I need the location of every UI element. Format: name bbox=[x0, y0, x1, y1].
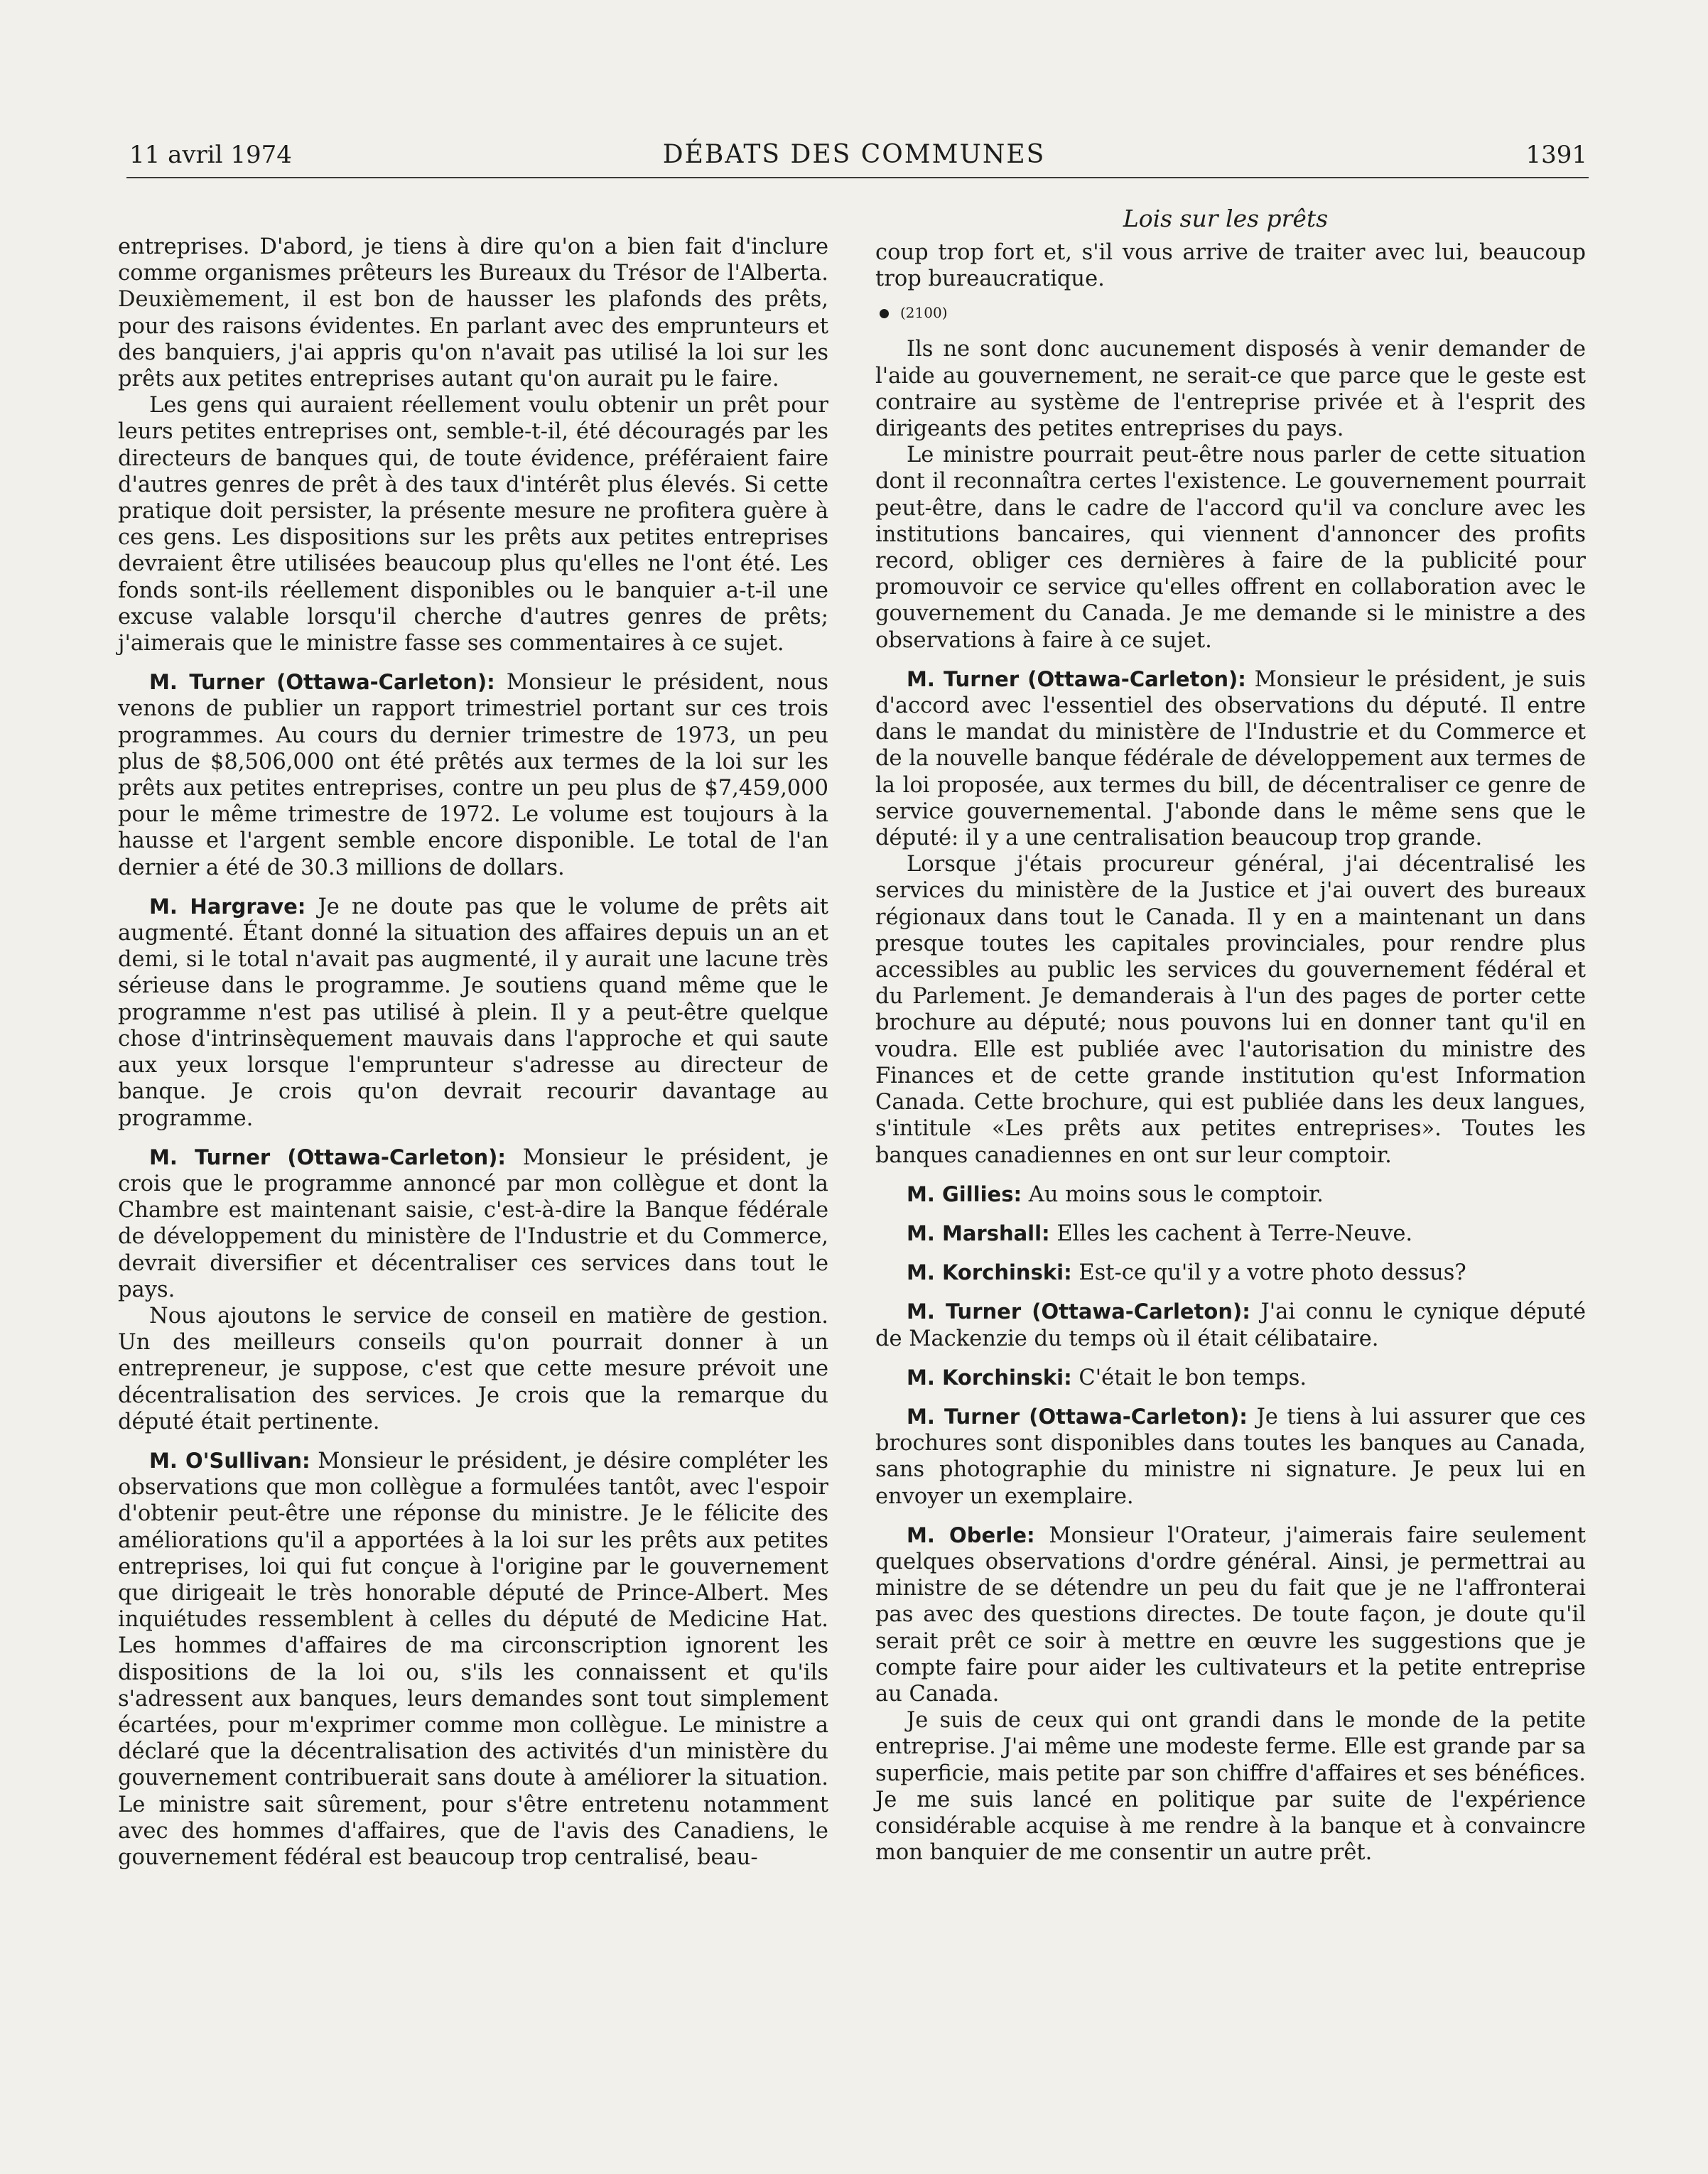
time-marker bbox=[880, 302, 1586, 323]
paragraph-text: Monsieur le président, je crois que le programme annoncé par mon collègue et dont la Chambre est maintenant saisie, c'est-à-dire la Banque fédérale de développement du ministère de l'Industrie et du Commerce, devrait diversifier et décentraliser ces services dans tout le pays. bbox=[118, 1145, 828, 1302]
paragraph bbox=[118, 392, 828, 656]
paragraph-text: entreprises. D'abord, je tiens à dire qu'on a bien fait d'inclure comme organismes prêteurs les Bureaux du Trésor de l'Alberta. Deuxièmement, il est bon de hausser les plafonds des prêts, pour des raisons évidentes. En parlant avec des emprunteurs et des banquiers, j'ai appris qu'on n'avait pas utilisé la loi sur les prêts aux petites entreprises autant qu'on aurait pu le faire. bbox=[118, 234, 828, 392]
paragraph-text: Est-ce qu'il y a votre photo dessus? bbox=[1079, 1260, 1466, 1286]
paragraph-text: Monsieur le président, je désire compléter les observations que mon collègue a formulées tantôt, avec l'espoir d'obtenir peut-être une réponse du ministre. Je le félicite des améliorations qu'il a apportées à la loi sur les prêts aux petites entreprises, loi qui fut conçue à l'origine par le gouvernement que dirigeait le très honorable député de Prince-Albert. Mes inquiétudes ressemblent à celles du député de Medicine Hat. Les hommes d'affaires de ma circonscription ignorent les dispositions de la loi ou, s'ils les connaissent et qu'ils s'adressent aux banques, leurs demandes sont tout simplement écartées, pour m'exprimer comme mon collègue. Le ministre a déclaré que la décentralisation des activités d'un ministère du gouvernement contribuerait sans doute à améliorer la situation. Le ministre sait sûrement, pour s'être entretenu notamment avec des hommes d'affaires, que de l'avis des Canadiens, le gouvernement fédéral est beaucoup trop centralisé, beau- bbox=[118, 1448, 828, 1870]
paragraph-text: Elles les cachent à Terre-Neuve. bbox=[1056, 1221, 1413, 1246]
paragraph-text: Monsieur le président, je suis d'accord avec l'essentiel des observations du député. Il entre dans le mandat du ministère de l'Industrie et du Commerce et de la nouvelle banque fédérale de développement aux termes de la loi proposée, aux termes du bill, de décentraliser ce genre de service gouvernemental. J'abonde dans le même sens que le député: il y a une centralisation beaucoup trop grande. bbox=[875, 666, 1586, 851]
right-column bbox=[875, 239, 1586, 1866]
paragraph-text: Le ministre pourrait peut-être nous parler de cette situation dont il reconnaîtra certes l'existence. Le gouvernement pourrait peut-être, dans le cadre de l'accord qu'il va conclure avec les institutions bancaires, qui viennent d'annoncer des profits record, obliger ces dernières à faire de la publicité pour promouvoir ce service qu'elles offrent en collaboration avec le gouvernement du Canada. Je me demande si le ministre a des observations à faire à ce sujet. bbox=[875, 443, 1586, 653]
paragraph bbox=[118, 234, 828, 392]
left-column bbox=[118, 234, 828, 1871]
paragraph bbox=[118, 1303, 828, 1435]
speaker-name: M. Turner (Ottawa-Carleton): bbox=[907, 1299, 1250, 1324]
header-rule bbox=[126, 177, 1589, 178]
speaker-name: M. Oberle: bbox=[907, 1523, 1035, 1547]
paragraph-text: C'était le bon temps. bbox=[1079, 1365, 1307, 1390]
paragraph-text: Je suis de ceux qui ont grandi dans le monde de la petite entreprise. J'ai même une modeste ferme. Elle est grande par sa superficie, mais petite par son chiffre d'affaires et ses bénéfices. Je me suis lancé en politique par suite de l'expérience considérable acquise à me rendre à la banque et à convaincre mon banquier de me consentir un autre prêt. bbox=[875, 1708, 1586, 1866]
running-subtitle: Lois sur les prêts bbox=[1123, 205, 1329, 232]
paragraph bbox=[875, 1260, 1586, 1286]
speaker-name: M. Korchinski: bbox=[907, 1260, 1072, 1285]
paragraph bbox=[875, 1299, 1586, 1351]
paragraph-text: Au moins sous le comptoir. bbox=[1028, 1181, 1324, 1207]
paragraph bbox=[875, 1523, 1586, 1707]
speaker-name: M. Turner (Ottawa-Carleton): bbox=[149, 1145, 506, 1169]
header-date: 11 avril 1974 bbox=[129, 141, 292, 169]
paragraph-text: Je ne doute pas que le volume de prêts ait augmenté. Étant donné la situation des affaires depuis un an et demi, si le total n'avait pas augmenté, il y aurait une lacune très sérieuse dans le programme. Je soutiens quand même que le programme n'est pas utilisé à plein. Il y a peut-être quelque chose d'intrinsèquement mauvais dans l'approche et qui saute aux yeux lorsque l'emprunteur s'adresse au directeur de banque. Je crois qu'on devrait recourir davantage au programme. bbox=[118, 894, 828, 1131]
paragraph-text: Les gens qui auraient réellement voulu obtenir un prêt pour leurs petites entreprises ont, semble-t-il, été découragés par les directeurs de banques qui, de toute évidence, préféraient faire d'autres genres de prêt à des taux d'intérêt plus élevés. Si cette pratique doit persister, la présente mesure ne profitera guère à ces gens. Les dispositions sur les prêts aux petites entreprises devraient être utilisées beaucoup plus qu'elles ne l'ont été. Les fonds sont-ils réellement disponibles ou le banquier a-t-il une excuse valable lorsqu'il cherche d'autres genres de prêts; j'aimerais que le ministre fasse ses commentaires à ce sujet. bbox=[118, 393, 828, 656]
paragraph bbox=[875, 336, 1586, 442]
speaker-name: M. Turner (Ottawa-Carleton): bbox=[907, 666, 1246, 691]
paragraph bbox=[875, 1181, 1586, 1208]
time-marker-text: (2100) bbox=[900, 304, 948, 322]
paragraph bbox=[875, 1221, 1586, 1247]
paragraph bbox=[875, 851, 1586, 1168]
speaker-name: M. Turner (Ottawa-Carleton): bbox=[149, 670, 495, 695]
paragraph-text: Je tiens à lui assurer que ces brochures sont disponibles dans toutes les banques au Canada, sans photographie du ministre ni signature. Je peux lui en envoyer un exemplaire. bbox=[875, 1404, 1587, 1509]
paragraph-text: Lorsque j'étais procureur général, j'ai décentralisé les services du ministère de la Justice et j'ai ouvert des bureaux régionaux dans tout le Canada. Il y en a maintenant un dans presque toutes les capitales provinciales, pour rendre plus accessibles au public les services du gouvernement fédéral et du Parlement. Je demanderais à l'un des pages de porter cette brochure au député; nous pouvons lui en donner tant qu'il en voudra. Elle est publiée avec l'autorisation du ministre des Finances et de cette grande institution qu'est Information Canada. Cette brochure, qui est publiée dans les deux langues, s'intitule «Les prêts aux petites entreprises». Toutes les banques canadiennes en ont sur leur comptoir. bbox=[875, 852, 1586, 1168]
paragraph bbox=[875, 442, 1586, 654]
paragraph bbox=[875, 1707, 1586, 1866]
paragraph-text: Nous ajoutons le service de conseil en matière de gestion. Un des meilleurs conseils qu'on pourrait donner à un entrepreneur, je suppose, c'est que cette mesure prévoit une décentralisation des services. Je crois que la remarque du député était pertinente. bbox=[118, 1303, 828, 1434]
speaker-name: M. Marshall: bbox=[907, 1221, 1050, 1245]
page-number: 1391 bbox=[1525, 141, 1587, 169]
paragraph-text: J'ai connu le cynique député de Mackenzie du temps où il était célibataire. bbox=[875, 1299, 1586, 1351]
paragraph: coup trop fort et, s'il vous arrive de traiter avec lui, beaucoup trop bureaucratique. bbox=[875, 240, 1586, 292]
speaker-name: M. Turner (Ottawa-Carleton): bbox=[907, 1404, 1248, 1429]
paragraph bbox=[875, 1365, 1586, 1391]
paragraph bbox=[875, 1404, 1586, 1510]
speaker-name: M. Korchinski: bbox=[907, 1365, 1072, 1390]
paragraph bbox=[118, 669, 828, 881]
bullet-icon bbox=[880, 309, 889, 318]
header-title: DÉBATS DES COMMUNES bbox=[662, 140, 1046, 169]
paragraph-text: Monsieur le président, nous venons de publier un rapport trimestriel portant sur ces trois programmes. Au cours du dernier trimestre de 1973, un peu plus de $8,506,000 ont été prêtés aux termes de la loi sur les prêts aux petites entreprises, contre un peu plus de $7,459,000 pour le même trimestre de 1972. Le volume est toujours à la hausse et l'argent semble encore disponible. Le total de l'an dernier a été de 30.3 millions de dollars. bbox=[118, 670, 828, 880]
paragraph bbox=[875, 666, 1586, 851]
speaker-name: M. Hargrave: bbox=[149, 894, 306, 919]
speaker-name: M. O'Sullivan: bbox=[149, 1448, 310, 1473]
speaker-name: M. Gillies: bbox=[907, 1181, 1022, 1206]
paragraph bbox=[118, 1145, 828, 1303]
paragraph bbox=[118, 1448, 828, 1871]
paragraph-text: Monsieur l'Orateur, j'aimerais faire seulement quelques observations d'ordre général. Ainsi, je permettrai au ministre de se détendre un peu du fait que je ne l'affronterai pas avec des questions directes. De toute façon, je doute qu'il serait prêt ce soir à mettre en œuvre les suggestions que je compte faire pour aider les cultivateurs et la petite entreprise au Canada. bbox=[875, 1523, 1586, 1707]
paragraph bbox=[118, 894, 828, 1132]
paragraph-text: Ils ne sont donc aucunement disposés à venir demander de l'aide au gouvernement, ne serait-ce que parce que le geste est contraire au système de l'entreprise privée et à l'esprit des dirigeants des petites entreprises du pays. bbox=[875, 337, 1586, 442]
